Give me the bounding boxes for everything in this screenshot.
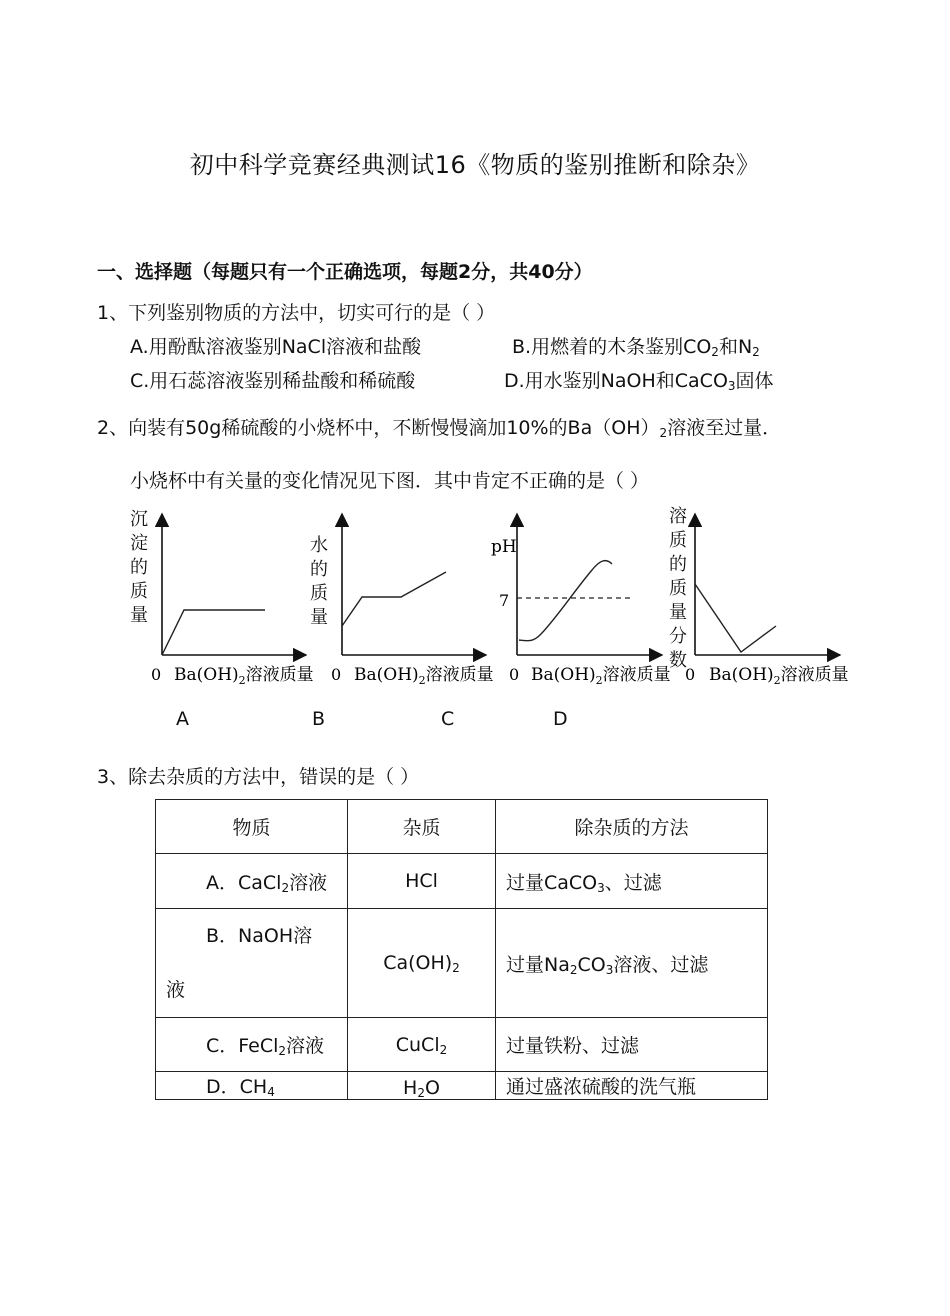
graph-c: [491, 514, 671, 687]
graph-c-ylabel: pH: [491, 537, 517, 557]
graph-b: [331, 514, 494, 687]
q2-stem: 2、向装有50g稀硫酸的小烧杯中，不断慢慢滴加10%的$Ba(OH)_2$溶液至过量．: [97, 417, 782, 440]
row-c-method: 过量铁粉、过滤: [496, 1018, 768, 1072]
row-a-impurity: HCl: [348, 854, 496, 909]
row-a-substance: A．CaCl$_2$溶液: [156, 854, 348, 909]
q2-stem-line2: 小烧杯中有关量的变化情况见下图．其中肯定不正确的是（ ）: [130, 470, 650, 492]
graph-c-curve: [519, 561, 612, 641]
graph-c-ref-label: 7: [499, 591, 510, 610]
graph-a-ylabel: 沉淀的质量: [130, 509, 148, 626]
table-header-row: [156, 800, 768, 854]
row-b-impurity: $Ca(OH)_2$: [348, 909, 496, 1018]
page-title: 初中科学竞赛经典测试16《物质的鉴别推断和除杂》: [189, 151, 761, 179]
q3-stem: 3、除去杂质的方法中，错误的是（ ）: [97, 766, 420, 788]
header-substance: 物质: [156, 800, 348, 854]
graph-label-c: C: [441, 708, 455, 730]
table-row: [156, 1072, 768, 1100]
row-a-method: 过量CaCO$_3$、过滤: [496, 854, 768, 909]
graph-b-curve: [342, 572, 446, 626]
section-heading: 一、选择题（每题只有一个正确选项，每题2分，共40分）: [97, 261, 593, 283]
row-b-method: 过量$Na_2CO_3$溶液、过滤: [496, 909, 768, 1018]
row-d-substance: D．$CH_4$: [156, 1072, 348, 1100]
header-impurity: 杂质: [348, 800, 496, 854]
header-method: 除杂质的方法: [496, 800, 768, 854]
q1-option-b: B.用燃着的木条鉴别$CO_2$和$N_2$: [512, 336, 760, 359]
table-row: [156, 909, 768, 1018]
row-b-substance: B．NaOH溶 液: [156, 909, 348, 1018]
graph-a-origin: 0: [151, 665, 162, 684]
graph-c-origin: 0: [509, 665, 520, 684]
graph-d-origin: 0: [685, 665, 696, 684]
graph-b-ylabel: 水的质量: [310, 535, 328, 628]
graph-a-curve: [162, 610, 265, 655]
q1-option-c: C.用石蕊溶液鉴别稀盐酸和稀硫酸: [130, 370, 416, 392]
table-row: [156, 854, 768, 909]
table-row: [156, 1018, 768, 1072]
row-d-method: 通过盛浓硫酸的洗气瓶: [496, 1072, 768, 1100]
row-d-impurity: $H_2O$: [348, 1072, 496, 1100]
graph-a: [151, 514, 314, 687]
graph-a-xlabel: $Ba(OH)_2$溶液质量: [174, 665, 314, 687]
q3-table: [155, 799, 768, 1100]
row-c-substance: C．FeCl$_2$溶液: [156, 1018, 348, 1072]
graph-c-xlabel: $Ba(OH)_2$溶液质量: [531, 665, 671, 687]
graph-label-d: D: [553, 708, 568, 730]
q1-option-d: D.用水鉴别NaOH和CaCO$_3$固体: [504, 370, 774, 393]
graph-d-curve: [695, 584, 776, 652]
graph-b-xlabel: $Ba(OH)_2$溶液质量: [354, 665, 494, 687]
graph-d: [685, 514, 849, 687]
q2-graphs: [0, 500, 950, 700]
graph-d-xlabel: $Ba(OH)_2$溶液质量: [709, 665, 849, 687]
graph-label-a: A: [176, 708, 189, 730]
graph-d-ylabel: 溶质的质量分数: [669, 506, 687, 671]
q1-stem: 1、下列鉴别物质的方法中，切实可行的是（ ）: [97, 302, 496, 324]
graph-label-b: B: [312, 708, 326, 730]
row-c-impurity: CuCl$_2$: [348, 1018, 496, 1072]
graph-b-origin: 0: [331, 665, 342, 684]
q1-option-a: A.用酚酞溶液鉴别NaCl溶液和盐酸: [130, 336, 422, 358]
